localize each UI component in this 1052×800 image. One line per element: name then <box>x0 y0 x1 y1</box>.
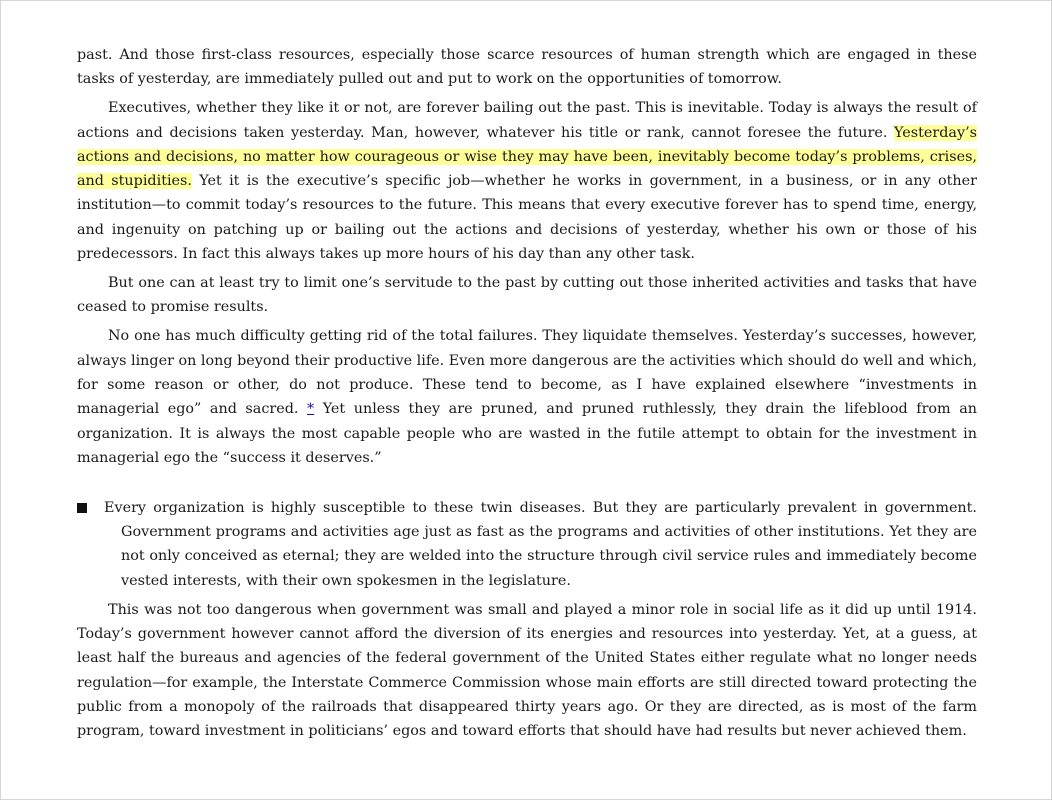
paragraph-6: This was not too dangerous when government was small and played a minor role in social life as it did up until 1914. Today’s government however cannot afford the diversion of its energies and resources into yesterday. Yet, at a guess, at least half the bureaus and agencies of the federal government of the United States either regulate what no longer needs regulation—for example, the Interstate Commerce Commission whose main efforts are still directed toward protecting the public from a monopoly of the railroads that disappeared thirty years ago. Or they are directed, as is most of the farm program, toward investment in politicians’ egos and toward efforts that should have had results but never achieved them. <box>77 601 977 740</box>
bullet-paragraph <box>77 496 977 593</box>
section-spacer <box>77 475 977 496</box>
paragraph-4-text-start: No one has much difficulty getting rid of the total failures. They liquidate themselves. Yesterday’s successes, however, always linger on long beyond their productive life. Even more dangerous are the activities which should do well and which, for some reason or other, do not produce. These tend to become, as I have explained elsewhere “investments in managerial ego” and sacred. <box>77 328 978 418</box>
footnote-link[interactable]: * <box>307 401 315 418</box>
paragraph-1: past. And those first-class resources, especially those scarce resources of human strength which are engaged in these tasks of yesterday, are immediately pulled out and put to work on the opportunities of tomorrow. <box>77 47 977 88</box>
paragraph-3: But one can at least try to limit one’s servitude to the past by cutting out those inherited activities and tasks that have ceased to promise results. <box>77 275 977 316</box>
document-body <box>77 43 977 748</box>
paragraph-4-text-end: Yet unless they are pruned, and pruned ruthlessly, they drain the lifeblood from an organization. It is always the most capable people who are wasted in the futile attempt to obtain for the investment in managerial ego the “success it deserves.” <box>77 401 977 466</box>
paragraph-2 <box>77 96 977 266</box>
square-bullet-icon <box>77 503 87 513</box>
highlighted-passage[interactable]: Yesterday’s actions and decisions, no matter how courageous or wise they may have been, inevitably become today’s problems, crises, and stupidities. <box>77 124 977 190</box>
paragraph-4 <box>77 324 977 470</box>
paragraph-2-text-end: Yet it is the executive’s specific job—whether he works in government, in a business, or in any other institution—to commit today’s resources to the future. This means that every executive forever has to spend time, energy, and ingenuity on patching up or bailing out the actions and decisions of yesterday, whether his own or those of his predecessors. In fact this always takes up more hours of his day than any other task. <box>77 173 977 263</box>
paragraph-2-text-start: Executives, whether they like it or not, are forever bailing out the past. This is inevitable. Today is always the result of actions and decisions taken yesterday. Man, however, whatever his title or rank, cannot foresee the future. <box>77 100 977 141</box>
bullet-paragraph-text: Every organization is highly susceptible to these twin diseases. But they are particularly prevalent in government. Government programs and activities age just as fast as the programs and activities of other institutions. Yet they are not only conceived as eternal; they are welded into the structure through civil service rules and immediately become vested interests, with their own spokesmen in the legislature. <box>104 499 977 589</box>
